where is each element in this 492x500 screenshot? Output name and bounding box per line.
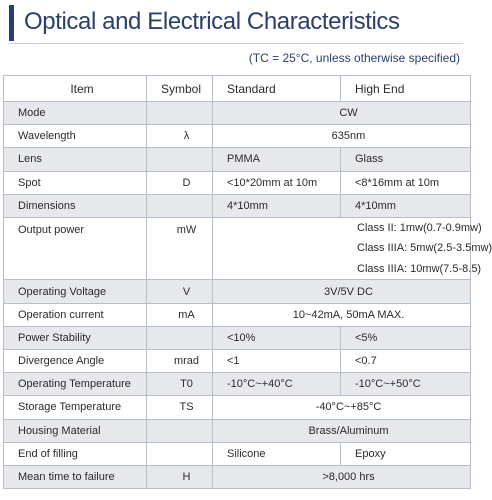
row-symbol bbox=[147, 148, 213, 171]
row-high-end-value: -10°C~+50°C bbox=[341, 373, 471, 396]
row-high-end-value: <8*16mm at 10m bbox=[341, 171, 471, 194]
table-row bbox=[4, 326, 471, 349]
row-value: 635nm bbox=[213, 125, 471, 148]
row-item-wavelength: Wavelength bbox=[4, 125, 147, 148]
row-symbol: H bbox=[147, 465, 213, 488]
row-value: >8,000 hrs bbox=[213, 465, 471, 488]
table-row bbox=[4, 465, 471, 488]
table-header-row bbox=[4, 76, 471, 102]
row-item-mode: Mode bbox=[4, 102, 147, 125]
column-header-symbol: Symbol bbox=[147, 76, 213, 102]
column-header-item: Item bbox=[4, 76, 147, 102]
table-row bbox=[4, 102, 471, 125]
row-item-operation-current: Operation current bbox=[4, 303, 147, 326]
row-item-dimensions: Dimensions bbox=[4, 194, 147, 217]
row-item-lens: Lens bbox=[4, 148, 147, 171]
row-value: 10~42mA, 50mA MAX. bbox=[213, 303, 471, 326]
row-value: Brass/Aluminum bbox=[213, 419, 471, 442]
table-row bbox=[4, 194, 471, 217]
row-item-divergence-angle: Divergence Angle bbox=[4, 350, 147, 373]
column-header-standard: Standard bbox=[213, 76, 341, 102]
title-divider bbox=[9, 43, 463, 44]
row-symbol bbox=[147, 102, 213, 125]
row-item-power-stability: Power Stability bbox=[4, 326, 147, 349]
row-value: -40°C~+85°C bbox=[213, 396, 471, 419]
row-high-end-value: 4*10mm bbox=[341, 194, 471, 217]
row-item-mttf: Mean time to failure bbox=[4, 465, 147, 488]
row-standard-value: 4*10mm bbox=[213, 194, 341, 217]
table-row bbox=[4, 217, 471, 280]
output-power-line: Class II: 1mw(0.7-0.9mw) bbox=[357, 221, 482, 234]
row-symbol bbox=[147, 419, 213, 442]
row-item-output-power: Output power bbox=[4, 217, 147, 280]
test-condition-note: (TC = 25°C, unless otherwise specified) bbox=[248, 51, 460, 65]
row-item-end-of-filling: End of filling bbox=[4, 442, 147, 465]
table-row bbox=[4, 280, 471, 303]
row-symbol: V bbox=[147, 280, 213, 303]
table-row bbox=[4, 373, 471, 396]
table-row bbox=[4, 396, 471, 419]
table-row bbox=[4, 303, 471, 326]
row-item-operating-temperature: Operating Temperature bbox=[4, 373, 147, 396]
row-standard-value: <10% bbox=[213, 326, 341, 349]
title-bar bbox=[0, 0, 472, 44]
row-symbol: D bbox=[147, 171, 213, 194]
row-standard-value: -10°C~+40°C bbox=[213, 373, 341, 396]
column-header-high-end: High End bbox=[341, 76, 471, 102]
table-row bbox=[4, 148, 471, 171]
table-row bbox=[4, 350, 471, 373]
row-item-housing-material: Housing Material bbox=[4, 419, 147, 442]
row-value: 3V/5V DC bbox=[213, 280, 471, 303]
row-symbol bbox=[147, 194, 213, 217]
row-high-end-value: <5% bbox=[341, 326, 471, 349]
page-title: Optical and Electrical Characteristics bbox=[24, 8, 400, 35]
output-power-line: Class IIIA: 10mw(7.5-8.5) bbox=[357, 262, 482, 275]
row-high-end-value: Glass bbox=[341, 148, 471, 171]
row-high-end-value: Epoxy bbox=[341, 442, 471, 465]
table-row bbox=[4, 442, 471, 465]
row-symbol bbox=[147, 326, 213, 349]
row-symbol: mW bbox=[147, 217, 213, 280]
row-symbol: λ bbox=[147, 125, 213, 148]
row-symbol: T0 bbox=[147, 373, 213, 396]
row-standard-value: <10*20mm at 10m bbox=[213, 171, 341, 194]
table-row bbox=[4, 171, 471, 194]
row-item-spot: Spot bbox=[4, 171, 147, 194]
characteristics-table bbox=[3, 75, 492, 489]
row-item-operating-voltage: Operating Voltage bbox=[4, 280, 147, 303]
row-symbol: mA bbox=[147, 303, 213, 326]
row-symbol: mrad bbox=[147, 350, 213, 373]
output-power-line: Class IIIA: 5mw(2.5-3.5mw) bbox=[357, 242, 492, 255]
output-power-classes bbox=[213, 217, 492, 280]
row-item-storage-temperature: Storage Temperature bbox=[4, 396, 147, 419]
row-value: CW bbox=[213, 102, 471, 125]
row-standard-value: Silicone bbox=[213, 442, 341, 465]
row-standard-value: PMMA bbox=[213, 148, 341, 171]
row-standard-value: <1 bbox=[213, 350, 341, 373]
row-symbol bbox=[147, 442, 213, 465]
row-symbol: TS bbox=[147, 396, 213, 419]
title-accent-bar bbox=[9, 5, 14, 41]
table-row bbox=[4, 419, 471, 442]
row-high-end-value: <0.7 bbox=[341, 350, 471, 373]
table-row bbox=[4, 125, 471, 148]
